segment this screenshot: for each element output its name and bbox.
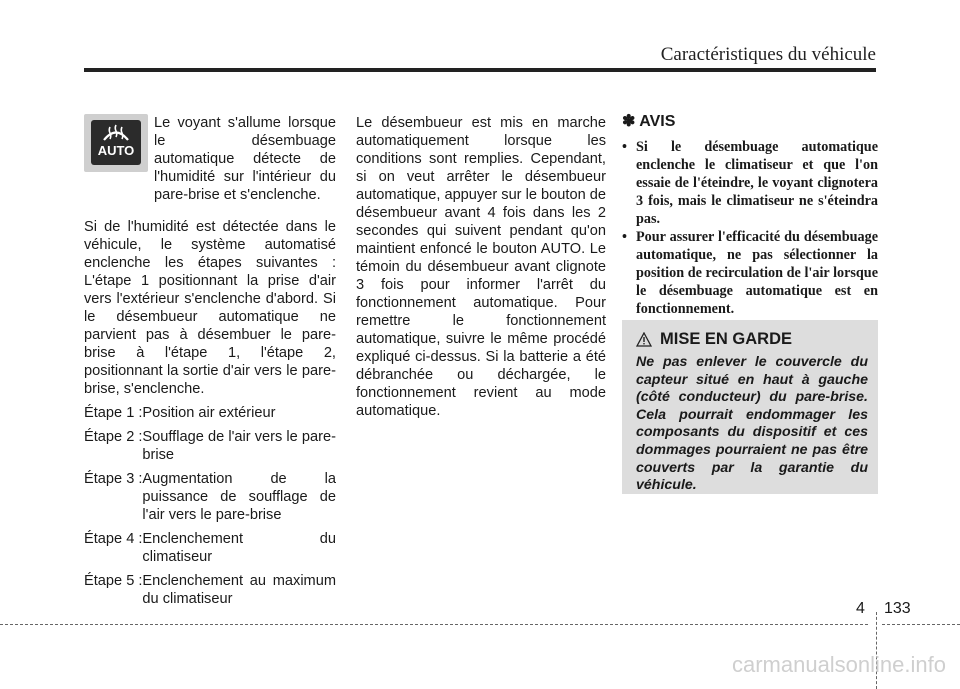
system-description: Si de l'humidité est détectée dans le véhicule, le système automatisé enclenche les étapes suivantes : L'étape 1 positionnant la prise d'air vers l'extérieur s'enclenche d'abord. Si le désembueur automatique ne parvient pas à désembuer le pare-brise à l'étape 1, l'étape 2, positionnant la sortie d'air vers le pare-brise, s'enclenche. (84, 219, 336, 397)
auto-defog-explanation: Le désembueur est mis en marche automatiquement lorsque les conditions sont remplies. Cependant, si on veut arrêter le désembueur automatique, appuyer sur le bouton de désembueur avant 4 fois dans les 2 secondes qui suivent pendant qu'on maintient enfoncé le bouton AUTO. Le témoin du désembueur avant clignote 3 fois pour informer l'arrêt du fonctionnement automatique. Pour remettre le fonctionnement automatique, suivre le même procédé expliqué ci-dessus. Si la batterie a été débranchée ou déchargée, le fonctionnement revient au mode automatique. (356, 115, 606, 419)
caution-title: MISE EN GARDE (660, 330, 793, 348)
warning-triangle-icon (636, 332, 652, 347)
caution-header (636, 330, 792, 349)
defog-icon (91, 120, 141, 165)
chapter-number: 4 (856, 600, 865, 617)
caution-box (622, 320, 878, 494)
page-header-title: Caractéristiques du véhicule (660, 44, 876, 65)
header-rule (84, 68, 876, 72)
footer-rule-right (882, 624, 960, 625)
intro-text: Le voyant s'allume lorsque le désembuage automatique détecte de l'humidité sur l'intérieur du pare-brise et s'enclenche. (154, 115, 336, 203)
footer-rule (0, 624, 868, 625)
page-number: 133 (884, 600, 911, 617)
avis-item: • Pour assurer l'efficacité du désembuage automatique, ne pas sélectionner la position de recirculation de l'air lorsque le désembuage automatique est en fonctionnement. (622, 228, 878, 318)
avis-title: ✽ AVIS (622, 113, 676, 130)
step-item: Étape 3 : Augmentation de la puissance de soufflage de l'air vers le pare-brise (84, 471, 336, 523)
step-item: Étape 2 : Soufflage de l'air vers le pare-brise (84, 429, 336, 463)
steps-list (84, 404, 336, 608)
avis-section (622, 112, 878, 318)
auto-defog-indicator (84, 114, 148, 172)
auto-label: AUTO (97, 143, 135, 158)
middle-column (356, 114, 606, 420)
step-item: Étape 1 : Position air extérieur (84, 405, 276, 421)
avis-list (622, 138, 878, 318)
step-item: Étape 4 : Enclenchement du climatiseur (84, 531, 336, 565)
avis-item: • Si le désembuage automatique enclenche le climatiseur et que l'on essaie de l'éteindre, le voyant clignotera 3 fois, mais le climatiseur ne s'éteindra pas. (622, 138, 878, 228)
watermark: carmanualsonline.info (731, 652, 946, 677)
step-item: Étape 5 : Enclenchement au maximum du climatiseur (84, 573, 336, 607)
caution-text: Ne pas enlever le couvercle du capteur situé en haut à gauche (côté conducteur) du pare-brise. Cela pourrait endommager les composants du dispositif et ces dommages pourraient ne pas être couverts par la garantie du véhicule. (636, 354, 868, 494)
